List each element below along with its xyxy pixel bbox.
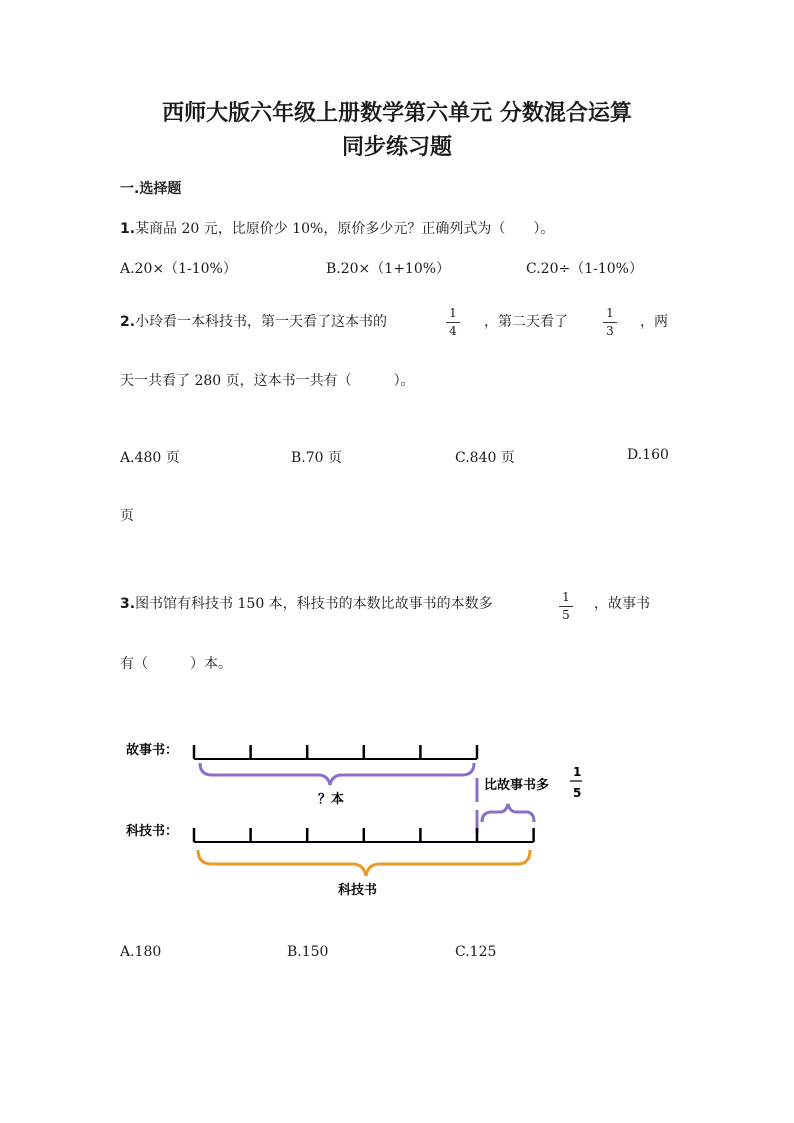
numerator: 1: [606, 306, 614, 320]
compare-label: 比故事书多: [484, 778, 550, 793]
q2-option-d-wrap: 页: [120, 508, 134, 524]
section-heading: 一.选择题: [120, 181, 182, 197]
tech-book-label: 科技书：: [126, 824, 179, 839]
question-number: 1.: [120, 221, 136, 237]
q2-option-b[interactable]: B.70 页: [291, 450, 343, 466]
denominator: 5: [562, 608, 570, 622]
story-book-label: 故事书：: [126, 743, 179, 758]
question-text: 某商品 20 元，比原价少 10%，原价多少元？正确列式为（ ）。: [135, 221, 555, 237]
question-text: 小玲看一本科技书，第一天看了这本书的: [135, 314, 388, 330]
numerator: 1: [562, 590, 570, 604]
question-text: ，两: [640, 314, 668, 330]
page-subtitle: 同步练习题: [341, 135, 452, 160]
q1-option-a[interactable]: A.20×（1-10%）: [120, 261, 237, 277]
q2-option-c[interactable]: C.840 页: [455, 450, 515, 466]
question-text: 天一共看了 280 页，这本书一共有（ ）。: [120, 373, 415, 389]
q3-option-a[interactable]: A.180: [120, 944, 162, 960]
q2-option-d[interactable]: D.160: [627, 447, 669, 463]
q1-option-c[interactable]: C.20÷（1-10%）: [526, 261, 643, 277]
question-text: ，第二天看了: [484, 314, 568, 330]
q2-option-a[interactable]: A.480 页: [120, 450, 180, 466]
compare-fraction-denominator: 5: [573, 786, 582, 800]
unknown-label: ？本: [318, 792, 345, 807]
question-text: 图书馆有科技书 150 本，科技书的本数比故事书的本数多: [135, 596, 493, 612]
tech-total-label: 科技书: [338, 883, 378, 898]
question-number: 2.: [120, 314, 136, 330]
q3-option-c[interactable]: C.125: [455, 944, 497, 960]
tech-book-line: [194, 828, 534, 842]
story-book-line: [194, 745, 477, 759]
numerator: 1: [449, 306, 457, 320]
compare-fraction-numerator: 1: [573, 765, 582, 779]
question-number: 3.: [120, 596, 136, 612]
question-text: 有（ ）本。: [120, 656, 232, 672]
extra-part-brace: [482, 804, 534, 822]
denominator: 4: [449, 324, 457, 338]
page-title: 西师大版六年级上册数学第六单元 分数混合运算: [162, 101, 632, 126]
question-text: ，故事书: [594, 596, 650, 612]
denominator: 3: [606, 324, 614, 338]
tech-book-brace: [198, 850, 530, 876]
story-book-brace: [200, 763, 474, 785]
q3-option-b[interactable]: B.150: [287, 944, 329, 960]
q1-option-b[interactable]: B.20×（1+10%）: [326, 261, 451, 277]
